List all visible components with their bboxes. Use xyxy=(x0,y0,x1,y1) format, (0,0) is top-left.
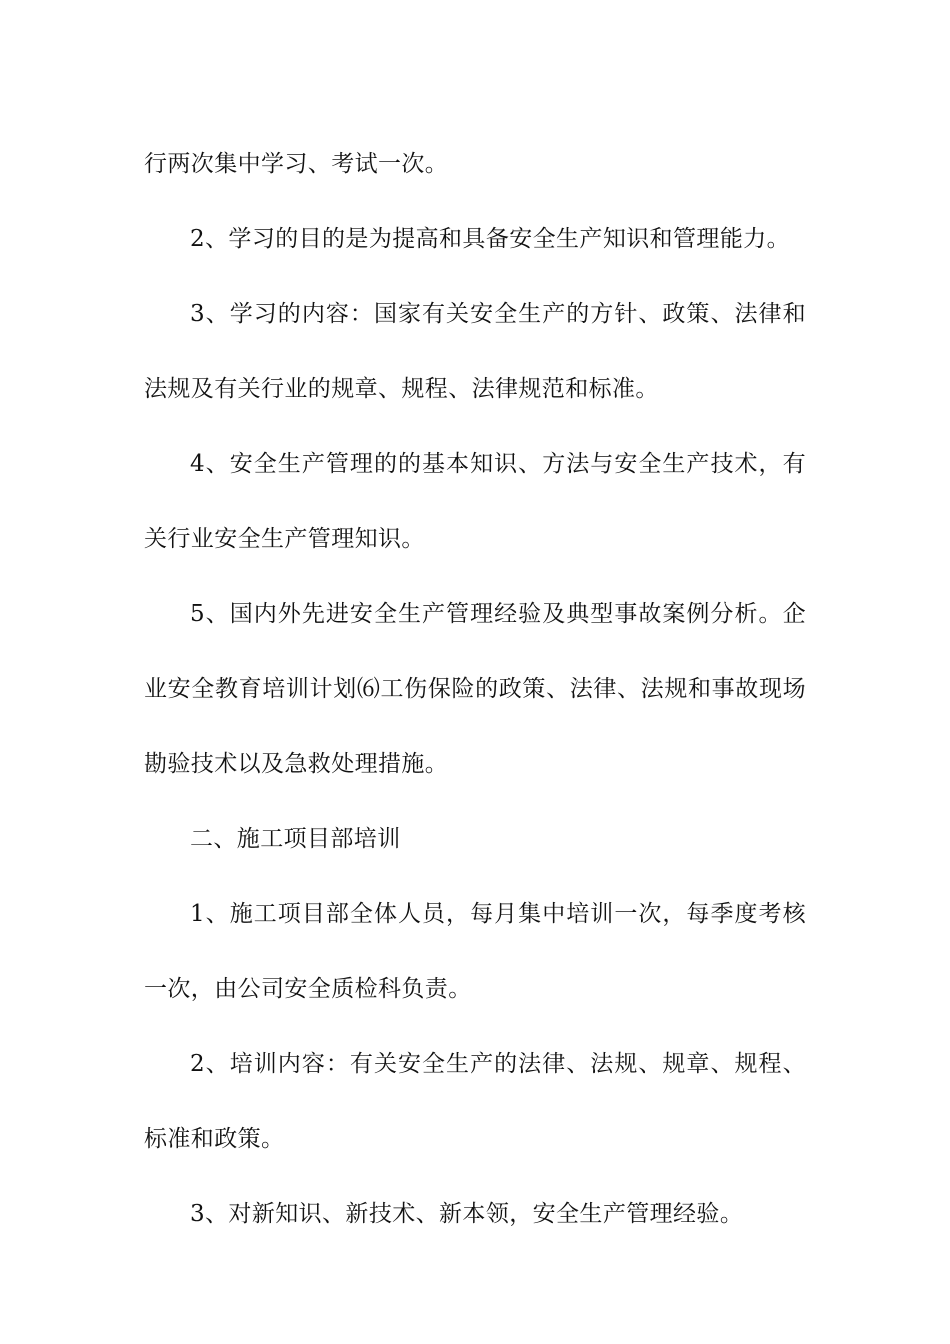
paragraph-item-4-knowledge: 4、安全生产管理的的基本知识、方法与安全生产技术，有关行业安全生产管理知识。 xyxy=(144,451,806,552)
paragraph-project-item-1: 1、施工项目部全体人员，每月集中培训一次，每季度考核一次，由公司安全质检科负责。 xyxy=(144,901,806,1002)
paragraph-project-item-3: 3、对新知识、新技术、新本领，安全生产管理经验。 xyxy=(190,1201,744,1227)
document-body xyxy=(144,127,806,1252)
section-heading-project-training: 二、施工项目部培训 xyxy=(190,826,401,852)
paragraph-project-item-2: 2、培训内容：有关安全生产的法律、法规、规章、规程、标准和政策。 xyxy=(144,1051,806,1152)
paragraph-continuation: 行两次集中学习、考试一次。 xyxy=(144,151,449,177)
paragraph-item-2-purpose: 2、学习的目的是为提高和具备安全生产知识和管理能力。 xyxy=(190,226,791,252)
paragraph-item-5-experience: 5、国内外先进安全生产管理经验及典型事故案例分析。企业安全教育培训计划⑹工伤保险的政策、法律、法规和事故现场勘验技术以及急救处理措施。 xyxy=(144,601,806,777)
paragraph-item-3-content: 3、学习的内容：国家有关安全生产的方针、政策、法律和法规及有关行业的规章、规程、法律规范和标准。 xyxy=(144,301,806,402)
